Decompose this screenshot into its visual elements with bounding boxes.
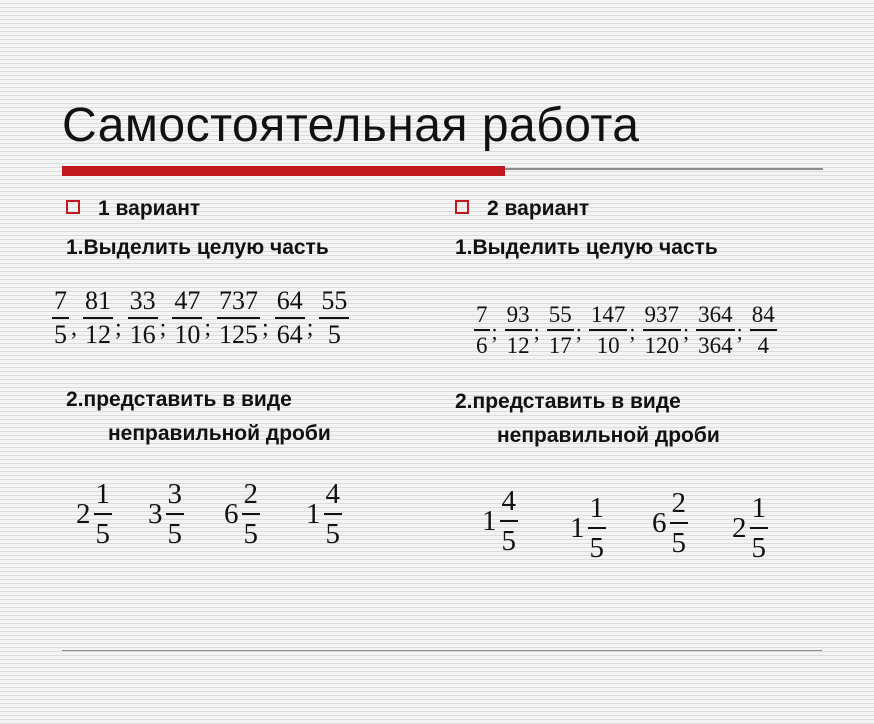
task2-line2: неправильной дроби bbox=[108, 422, 331, 445]
denominator: 4 bbox=[757, 333, 769, 358]
variant2-fraction-list bbox=[474, 302, 777, 358]
denominator: 5 bbox=[589, 532, 604, 564]
separator: ; bbox=[306, 315, 314, 341]
numerator: 737 bbox=[219, 286, 259, 315]
mixed-number bbox=[482, 485, 518, 557]
fraction-bar bbox=[275, 317, 305, 319]
mixed-number bbox=[570, 492, 606, 564]
fraction-bar bbox=[94, 513, 113, 515]
fraction-bar bbox=[588, 527, 607, 529]
denominator: 10 bbox=[596, 333, 620, 358]
separator: ; bbox=[262, 315, 269, 341]
fraction-bar bbox=[217, 317, 260, 319]
denominator: 6 bbox=[476, 333, 488, 358]
mixed-number bbox=[306, 478, 342, 550]
denominator: 5 bbox=[243, 518, 258, 550]
fraction-bar bbox=[474, 329, 490, 331]
numerator: 1 bbox=[589, 492, 604, 524]
fraction bbox=[166, 478, 185, 550]
fraction bbox=[242, 478, 261, 550]
numerator: 81 bbox=[85, 286, 111, 315]
task2-line2: неправильной дроби bbox=[497, 424, 720, 447]
fraction-bar bbox=[324, 513, 343, 515]
denominator: 5 bbox=[167, 518, 182, 550]
denominator: 17 bbox=[548, 333, 572, 358]
numerator: 4 bbox=[325, 478, 340, 510]
mixed-number bbox=[732, 492, 768, 564]
fraction bbox=[696, 302, 735, 358]
fraction bbox=[589, 302, 628, 358]
variant1-heading bbox=[66, 197, 200, 221]
whole-part: 2 bbox=[732, 512, 747, 544]
fraction bbox=[750, 492, 769, 564]
separator: ; bbox=[683, 318, 690, 344]
fraction bbox=[172, 287, 202, 349]
separator: ; bbox=[115, 315, 122, 341]
numerator: 55 bbox=[548, 302, 572, 327]
fraction-bar bbox=[750, 527, 769, 529]
fraction-bar bbox=[547, 329, 574, 331]
numerator: 2 bbox=[243, 478, 258, 510]
numerator: 937 bbox=[644, 302, 679, 327]
denominator: 5 bbox=[501, 525, 516, 557]
numerator: 64 bbox=[276, 286, 303, 315]
whole-part: 1 bbox=[482, 505, 497, 537]
numerator: 147 bbox=[590, 302, 626, 327]
separator: ; bbox=[159, 315, 167, 341]
fraction bbox=[128, 287, 158, 349]
fraction bbox=[52, 287, 69, 349]
fraction-bar bbox=[83, 317, 113, 319]
denominator: 5 bbox=[95, 518, 110, 550]
whole-part: 3 bbox=[148, 498, 163, 530]
fraction-bar bbox=[128, 317, 158, 319]
numerator: 33 bbox=[129, 286, 156, 315]
mixed-number bbox=[76, 478, 112, 550]
fraction bbox=[275, 287, 305, 349]
square-bullet-icon bbox=[455, 200, 469, 214]
whole-part: 2 bbox=[76, 498, 91, 530]
fraction bbox=[217, 287, 260, 349]
fraction-bar bbox=[696, 329, 735, 331]
variant1-task1: 1.Выделить целую часть bbox=[66, 236, 329, 259]
numerator: 47 bbox=[174, 286, 201, 315]
variant2-heading-text: 2 вариант bbox=[487, 197, 590, 220]
numerator: 55 bbox=[321, 286, 348, 315]
numerator: 3 bbox=[167, 478, 182, 510]
fraction bbox=[750, 302, 777, 358]
denominator: 120 bbox=[644, 333, 679, 358]
denominator: 5 bbox=[327, 320, 341, 349]
denominator: 64 bbox=[276, 320, 303, 349]
fraction bbox=[474, 302, 490, 358]
whole-part: 6 bbox=[224, 498, 239, 530]
denominator: 16 bbox=[129, 320, 156, 349]
slide-title: Самостоятельная работа bbox=[62, 99, 640, 152]
square-bullet-icon bbox=[66, 200, 80, 214]
numerator: 7 bbox=[54, 286, 67, 315]
variant1-task2 bbox=[66, 383, 331, 451]
separator: ; bbox=[736, 318, 743, 344]
title-underline-grey bbox=[505, 168, 823, 170]
fraction bbox=[643, 302, 682, 358]
mixed-number bbox=[148, 478, 184, 550]
separator: ; bbox=[629, 318, 636, 344]
fraction-bar bbox=[319, 317, 349, 319]
separator: ; bbox=[575, 318, 582, 344]
fraction bbox=[670, 487, 689, 559]
variant1-fraction-list bbox=[52, 287, 349, 349]
numerator: 1 bbox=[751, 492, 766, 524]
fraction-bar bbox=[589, 329, 628, 331]
denominator: 12 bbox=[506, 333, 530, 358]
separator: ; bbox=[533, 318, 540, 344]
denominator: 364 bbox=[698, 333, 733, 358]
fraction bbox=[83, 287, 113, 349]
fraction bbox=[319, 287, 349, 349]
fraction bbox=[505, 302, 532, 358]
numerator: 4 bbox=[501, 485, 516, 517]
separator: ; bbox=[204, 315, 212, 341]
denominator: 5 bbox=[54, 320, 67, 349]
whole-part: 1 bbox=[570, 512, 585, 544]
fraction-bar bbox=[52, 317, 69, 319]
mixed-number bbox=[652, 487, 688, 559]
fraction bbox=[324, 478, 343, 550]
numerator: 93 bbox=[506, 302, 530, 327]
variant2-task1: 1.Выделить целую часть bbox=[455, 236, 718, 259]
fraction-bar bbox=[670, 522, 689, 524]
title-underline-red bbox=[62, 166, 505, 176]
task2-line1: 2.представить в виде bbox=[455, 390, 681, 413]
variant2-heading bbox=[455, 197, 589, 221]
variant1-heading-text: 1 вариант bbox=[98, 197, 201, 220]
bottom-divider bbox=[62, 650, 822, 651]
denominator: 12 bbox=[85, 320, 111, 349]
numerator: 1 bbox=[95, 478, 110, 510]
fraction-bar bbox=[643, 329, 682, 331]
numerator: 364 bbox=[698, 302, 733, 327]
separator: ; bbox=[491, 318, 498, 344]
separator: , bbox=[71, 315, 77, 341]
fraction-bar bbox=[500, 520, 519, 522]
fraction-bar bbox=[172, 317, 202, 319]
fraction bbox=[588, 492, 607, 564]
fraction-bar bbox=[750, 329, 777, 331]
numerator: 84 bbox=[751, 302, 775, 327]
whole-part: 1 bbox=[306, 498, 321, 530]
denominator: 5 bbox=[325, 518, 340, 550]
variant2-task2 bbox=[455, 385, 720, 453]
mixed-number bbox=[224, 478, 260, 550]
denominator: 5 bbox=[751, 532, 766, 564]
denominator: 125 bbox=[219, 320, 259, 349]
task2-line1: 2.представить в виде bbox=[66, 388, 292, 411]
numerator: 7 bbox=[476, 302, 488, 327]
denominator: 10 bbox=[174, 320, 201, 349]
fraction-bar bbox=[505, 329, 532, 331]
fraction-bar bbox=[166, 513, 185, 515]
whole-part: 6 bbox=[652, 507, 667, 539]
fraction bbox=[547, 302, 574, 358]
fraction bbox=[94, 478, 113, 550]
denominator: 5 bbox=[671, 527, 686, 559]
fraction-bar bbox=[242, 513, 261, 515]
fraction bbox=[500, 485, 519, 557]
numerator: 2 bbox=[671, 487, 686, 519]
